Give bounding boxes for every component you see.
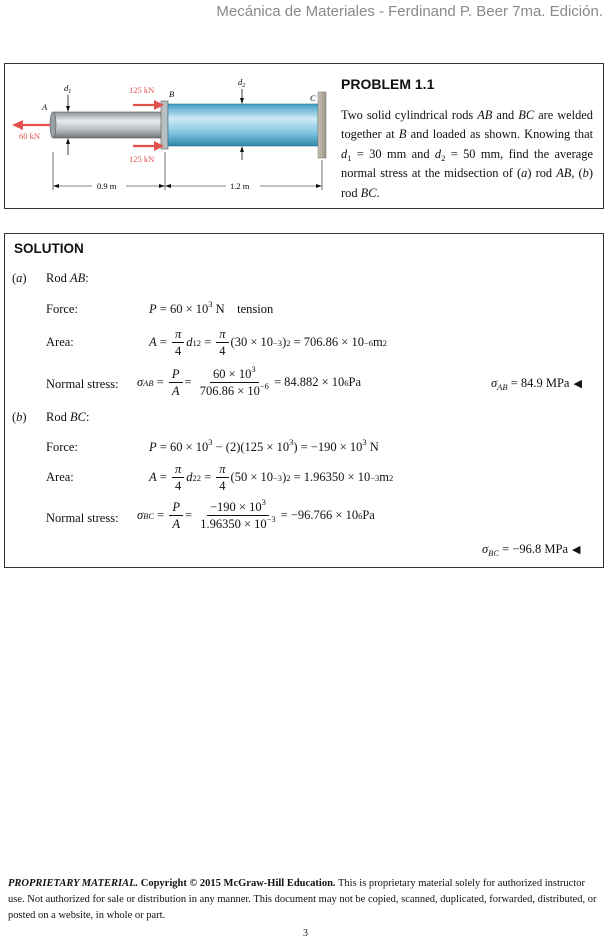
label-125kn-top: 125 kN <box>129 85 155 95</box>
part-b-area: A = $\frac{\pi}{4}$ d 2 2 = $\frac{\pi}{4}$ (50 × 10 −3 ) 2 = 1.96350 × 10 −3 m 2 <box>149 462 394 493</box>
part-a-force-label: Force: <box>46 302 78 316</box>
part-b-label: (b) <box>12 410 27 424</box>
part-a-area-label: Area: <box>46 335 74 349</box>
part-a-stress-label: Normal stress: <box>46 377 119 391</box>
page-number: 3 <box>303 928 308 939</box>
part-b-stress: σ BC = $\frac{P}{A}$ = $\frac{-190 \times 10^3}{1.96350 \times 10^{-3}}$ = −96.766 × 10 6 Pa <box>137 497 375 531</box>
solution-title: SOLUTION <box>14 241 84 256</box>
part-b-stress-label: Normal stress: <box>46 511 119 525</box>
part-a-rod: Rod AB: <box>46 271 89 285</box>
label-d1: $d_1$ <box>64 83 72 95</box>
part-a-answer: $\sigma_{AB} = 84.9$ MPa ◀ <box>491 376 582 392</box>
label-b: B <box>169 89 175 99</box>
rod-bc <box>168 104 318 146</box>
part-a-label: (a) <box>12 271 27 285</box>
footer-notice: PROPRIETARY MATERIAL. Copyright © 2015 McGraw-Hill Education. This is proprietary material solely for authorized instructor use. Not authorized for sale or distribution in any manner. This document may not be copied, scanned, duplicated, forwarded, distributed, or posted on a website, in whole or part. <box>8 878 597 921</box>
page-header: Mecánica de Materiales - Ferdinand P. Beer 7ma. Edición. <box>216 3 603 20</box>
part-b-answer: $\sigma_{BC} = -96.8$ MPa ◀ <box>482 542 581 558</box>
problem-title: PROBLEM 1.1 <box>341 76 435 92</box>
part-b-force: $P = 60 \times 10^3 - (2)(125 \times 10^3) = -190 \times 10^3$ N <box>149 437 379 454</box>
part-b-force-label: Force: <box>46 440 78 454</box>
weld-b <box>161 101 168 149</box>
rod-figure <box>8 68 333 203</box>
part-a-area: A = $\frac{\pi}{4}$ d 1 2 = $\frac{\pi}{4}$ (30 × 10 −3 ) 2 = 706.86 × 10 −6 m 2 <box>149 327 387 358</box>
problem-text: Two solid cylindrical rods AB and BC are welded together at B and loaded as shown. Knowing that $d_1 = 30$ mm and $d_2 = 50$ mm, find the average normal stress at the midsection of (a) rod AB, (b) rod BC. <box>341 108 594 200</box>
part-b-area-label: Area: <box>46 470 74 484</box>
label-a: A <box>42 102 48 112</box>
part-b-rod: Rod BC: <box>46 410 90 424</box>
label-60kn: 60 kN <box>19 131 41 141</box>
label-125kn-bottom: 125 kN <box>129 154 155 164</box>
part-a-stress: σ AB = $\frac{P}{A}$ = $\frac{60 \times 10^3}{706.86 \times 10^{-6}}$ = 84.882 × 10 6 Pa <box>137 364 362 398</box>
part-a-force: $P = 60 \times 10^3$ N tension <box>149 299 274 316</box>
label-c: C <box>310 93 316 103</box>
label-d2: $d_2$ <box>238 77 246 89</box>
wall-c <box>318 92 326 158</box>
rod-ab <box>53 112 163 138</box>
label-len1: 0.9 m <box>97 181 117 191</box>
label-len2: 1.2 m <box>230 181 250 191</box>
